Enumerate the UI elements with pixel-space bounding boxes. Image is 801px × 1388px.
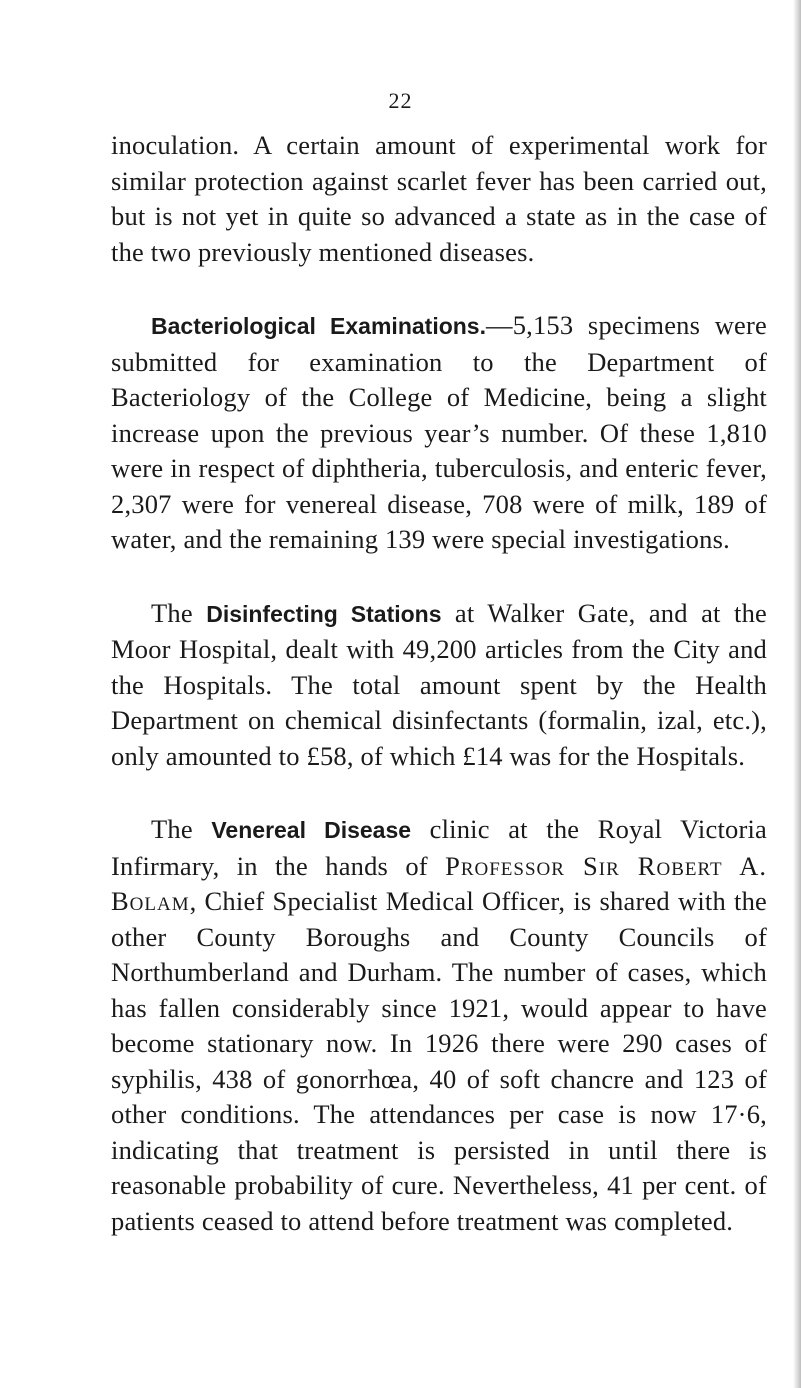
paragraph-4-text-a: clinic at the Royal Victoria Infirmary, in the hands of [111, 814, 768, 881]
paragraph-disinfecting [111, 596, 767, 775]
paragraph-3-prefix: The [151, 597, 207, 628]
page-number: 22 [388, 88, 413, 113]
paragraph-3-text: at Walker Gate, and at the Moor Hospital, dealt with 49,200 articles from the City and the Hospitals. The total amount spent by the Health Department on chemical disinfectants (formalin, izal, etc.), only amounted to £58, of which £14 was for the Hospitals. [111, 597, 767, 771]
paragraph-1-text: inoculation. A certain amount of experimental work for similar protection against scarlet fever has been carried out, but is not yet in quite so advanced a state as in the case of the two previously mentioned diseases. [111, 130, 767, 267]
paragraph-continuation [111, 128, 767, 270]
heading-disinfecting-stations: Disinfecting Stations [206, 600, 442, 627]
page-edge-shadow [793, 0, 801, 1388]
specialist-name: Professor Sir Robert A. Bolam [111, 850, 767, 916]
heading-bacteriological-examinations: Bacteriological Examinations. [151, 313, 486, 339]
paragraph-2-text: —5,153 specimens were submitted for examination to the Department of Bacteriology of the College of Medicine, being a slight increase upon the previous year’s number. Of these 1,810 were in respect of diphtheria, tuberculosis, and enteric fever, 2,307 were for venereal disease, 708 were of milk, 189 of water, and the remaining 139 were special investigations. [111, 310, 767, 554]
body-text [111, 128, 767, 1277]
paragraph-venereal [111, 812, 767, 1239]
heading-venereal-disease: Venereal Disease [211, 817, 412, 843]
paragraph-4-text-b: , Chief Specialist Medical Officer, is shared with the other County Boroughs and County Councils of Northumberland and Durham. The number of cases, which has fallen considerably since 1921, would appear to have become stationary now. In 1926 there were 290 cases of syphilis, 438 of gonorrhœa, 40 of soft chancre and 123 of other conditions. The attendances per case is now 17·6, indicating that treatment is persisted in until there is reasonable probability of cure. Nevertheless, 41 per cent. of patients ceased to attend before treatment was completed. [111, 886, 767, 1236]
paragraph-bacteriological [111, 308, 767, 558]
paragraph-4-prefix: The [151, 814, 212, 844]
